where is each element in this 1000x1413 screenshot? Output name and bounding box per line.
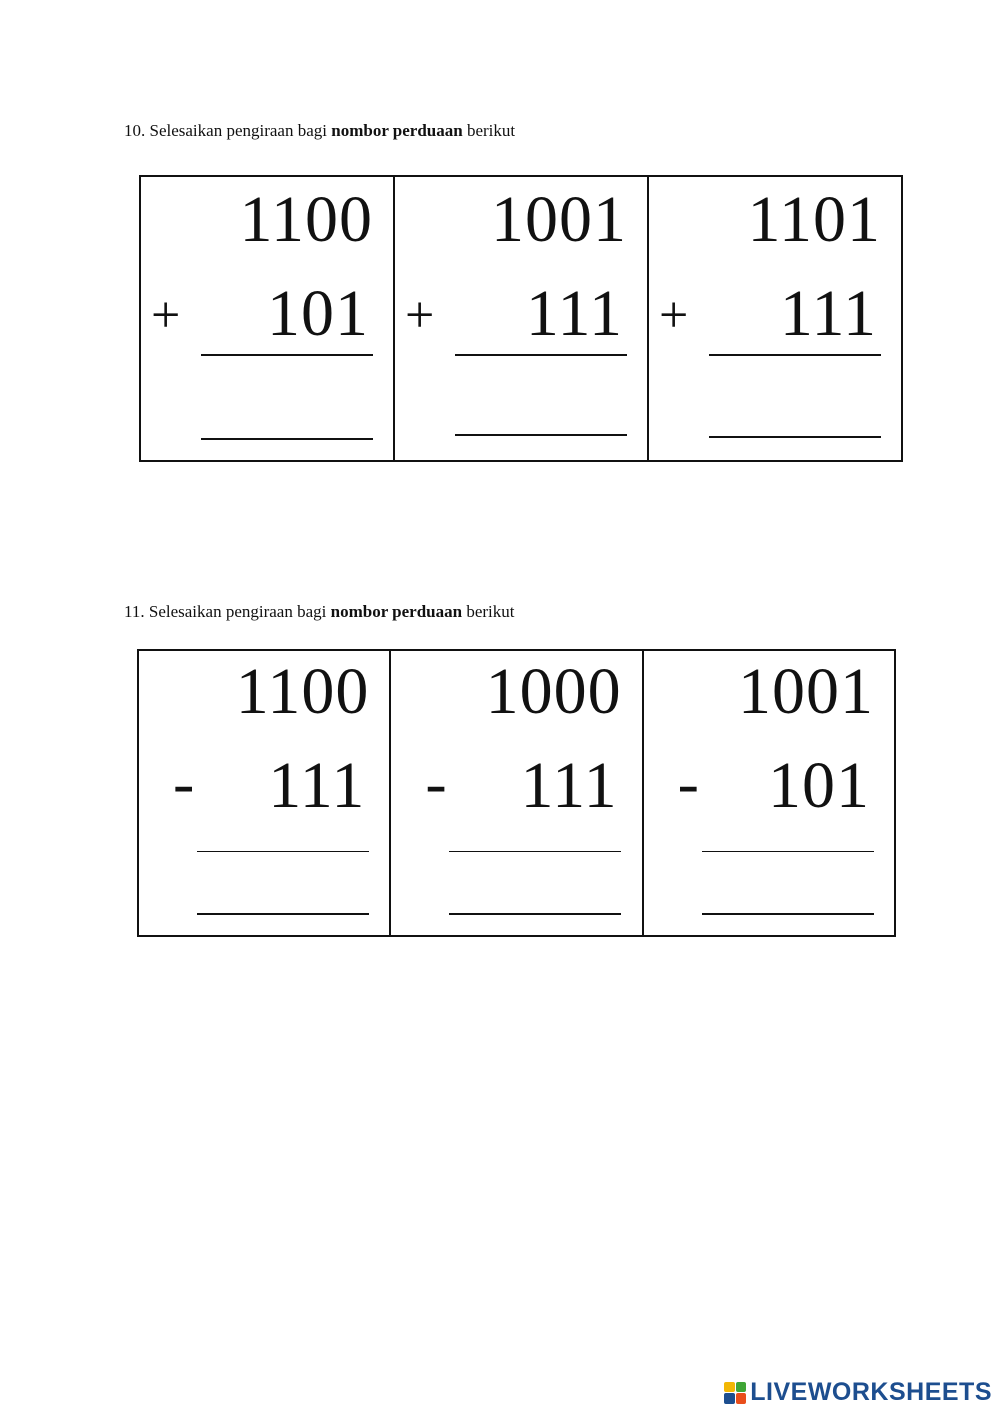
question-number: 10. xyxy=(124,121,146,140)
sum-line xyxy=(709,354,881,356)
answer-blank[interactable] xyxy=(197,913,369,915)
instruction-text-end: berikut xyxy=(466,121,516,140)
answer-blank[interactable] xyxy=(449,913,621,915)
logo-text: LIVEWORKSHEETS xyxy=(750,1378,992,1406)
answer-blank[interactable] xyxy=(709,436,881,438)
minus-sign: - xyxy=(677,747,699,818)
answer-blank[interactable] xyxy=(455,434,627,436)
bottom-operand: 111 xyxy=(779,277,877,350)
top-operand: 1101 xyxy=(747,183,881,256)
question-11-subtraction-grid xyxy=(137,649,896,937)
answer-blank[interactable] xyxy=(702,913,874,915)
plus-sign: + xyxy=(405,287,435,344)
addition-problem-1 xyxy=(141,177,393,460)
difference-line xyxy=(702,851,874,852)
addition-problem-3 xyxy=(647,177,901,460)
plus-sign: + xyxy=(659,287,689,344)
top-operand: 1000 xyxy=(485,655,622,728)
subtraction-problem-1 xyxy=(139,651,389,935)
bottom-operand: 111 xyxy=(525,277,623,350)
logo-square-2 xyxy=(736,1382,747,1393)
instruction-text-end: berikut xyxy=(466,602,515,621)
answer-blank[interactable] xyxy=(201,438,373,440)
difference-line xyxy=(449,851,621,852)
instruction-bold-text: nombor perduaan xyxy=(331,121,463,140)
liveworksheets-logo-icon xyxy=(724,1382,746,1404)
question-10-addition-grid xyxy=(139,175,903,462)
minus-sign: - xyxy=(173,747,195,818)
sum-line xyxy=(201,354,373,356)
bottom-operand: 111 xyxy=(520,749,618,822)
instruction-text: Selesaikan pengiraan bagi xyxy=(148,602,327,621)
plus-sign: + xyxy=(151,287,181,344)
question-number: 11. xyxy=(124,602,145,621)
top-operand: 1100 xyxy=(239,183,373,256)
instruction-bold-text: nombor perduaan xyxy=(330,602,463,621)
sum-line xyxy=(455,354,627,356)
difference-line xyxy=(197,851,369,852)
subtraction-problem-3 xyxy=(642,651,894,935)
logo-square-3 xyxy=(724,1393,735,1404)
question-10-instruction xyxy=(124,121,515,141)
logo-square-1 xyxy=(724,1382,735,1393)
instruction-text: Selesaikan pengiraan bagi xyxy=(149,121,327,140)
minus-sign: - xyxy=(425,747,447,818)
logo-square-4 xyxy=(736,1393,747,1404)
bottom-operand: 101 xyxy=(767,749,870,822)
addition-problem-2 xyxy=(393,177,647,460)
bottom-operand: 111 xyxy=(268,749,366,822)
top-operand: 1100 xyxy=(235,655,370,728)
liveworksheets-logo[interactable] xyxy=(724,1378,992,1407)
question-11-instruction xyxy=(124,602,515,622)
subtraction-problem-2 xyxy=(389,651,641,935)
top-operand: 1001 xyxy=(737,655,874,728)
top-operand: 1001 xyxy=(491,183,627,256)
bottom-operand: 101 xyxy=(267,277,369,350)
